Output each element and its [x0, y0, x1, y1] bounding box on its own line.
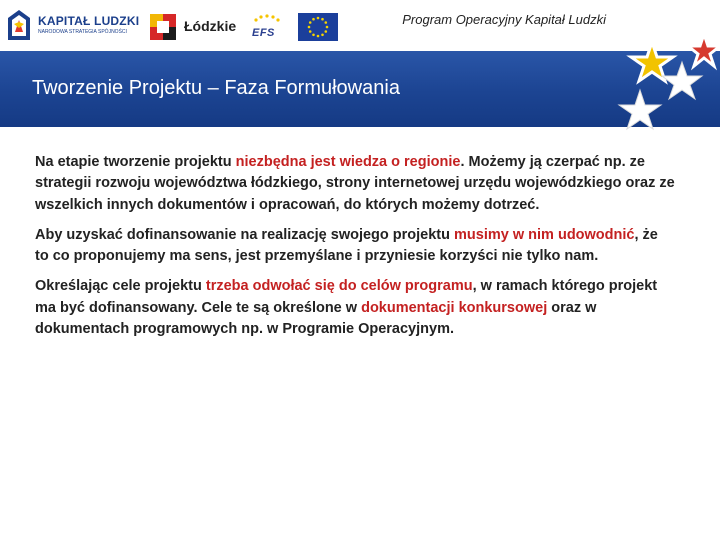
- lodzkie-logo-icon: [148, 12, 178, 42]
- paragraph-2-text-a: Aby uzyskać dofinansowanie na realizację swojego projektu: [35, 226, 455, 243]
- paragraph-2-text-b: , że to co proponujemy ma sens, jest przemyślane i przyniesie korzyści nie tylko nam.: [35, 226, 658, 265]
- page-title: Tworzenie Projektu – Faza Formułowania: [32, 77, 400, 99]
- lodzkie-text: Łódzkie: [184, 18, 237, 34]
- paragraph-2: [35, 225, 675, 268]
- paragraph-3: [35, 276, 675, 340]
- paragraph-2-highlight: musimy w nim udowodnić: [454, 226, 635, 243]
- eu-flag-icon: [298, 13, 338, 41]
- paragraph-3-text-c: oraz w dokumentach programowych np. w Programie Operacyjnym.: [35, 299, 597, 338]
- paragraph-3-highlight-2: dokumentacji konkursowej: [361, 299, 548, 316]
- paragraph-1-highlight: niezbędna jest wiedza o regionie: [235, 154, 461, 170]
- paragraph-1-text-b: . Możemy ją czerpać np. ze strategii rozwoju województwa łódzkiego, strony internetowej urzędu wojewódzkiego oraz ze wszelkich innych dokumentów i opracowań, do których możemy dotrzeć.: [35, 154, 675, 213]
- paragraph-3-text-b: , w ramach którego projekt ma być dofinansowany. Cele te są określone w: [35, 278, 658, 316]
- decorative-stars-icon: [612, 20, 720, 140]
- paragraph-3-text-a: Określając cele projektu: [35, 278, 206, 295]
- content: [35, 152, 675, 349]
- kapital-ludzki-title: KAPITAŁ LUDZKI: [38, 14, 140, 28]
- program-name: Program Operacyjny Kapitał Ludzki: [402, 12, 606, 27]
- kapital-ludzki-logo-icon: [8, 10, 30, 40]
- paragraph-1-text-a: Na etapie tworzenie projektu: [35, 154, 236, 170]
- kapital-ludzki-subtitle: NARODOWA STRATEGIA SPÓJNOŚCI: [38, 29, 127, 35]
- paragraph-3-highlight-1: trzeba odwołać się do celów programu: [205, 278, 473, 295]
- paragraph-1: [35, 152, 675, 216]
- efs-text: EFS: [252, 27, 275, 39]
